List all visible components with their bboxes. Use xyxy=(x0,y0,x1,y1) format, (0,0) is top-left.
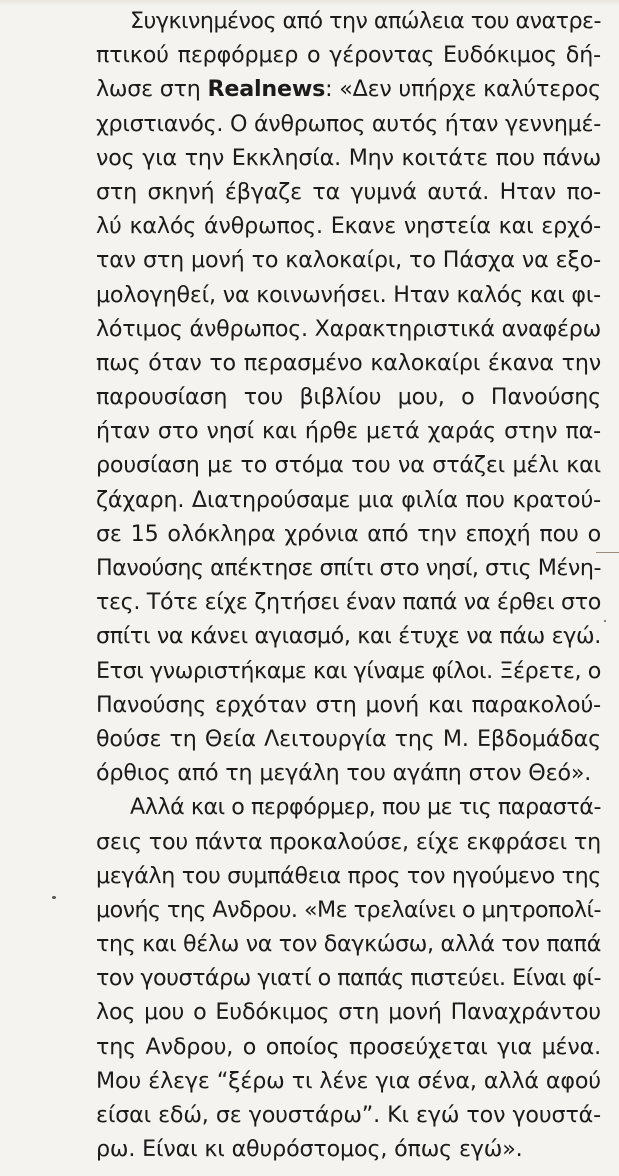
text-line: ρουσίαση με το στόμα του να στάζει μέλι και xyxy=(96,452,601,479)
text-line: στη σκηνή έβγαζε τα γυμνά αυτά. Ηταν πο- xyxy=(96,178,601,205)
text-line: είσαι εδώ, σε γουστάρω”. Κι εγώ τον γουστά- xyxy=(96,1102,601,1128)
text-line: της και θέλω να τον δαγκώσω, αλλά τον παπά xyxy=(96,931,601,958)
text-line: τον γουστάρω γιατί ο παπάς πιστεύει. Είναι φί- xyxy=(96,965,601,992)
text-line: νος για την Εκκλησία. Μην κοιτάτε που πάνω xyxy=(96,144,601,171)
scan-speck xyxy=(52,896,56,899)
text-line: σπίτι να κάνει αγιασμό, και έτυχε να πάω εγώ. xyxy=(96,623,601,650)
text-line: μεγάλη του συμπάθεια προς τον ηγούμενο της xyxy=(96,862,601,889)
paragraph-2 xyxy=(96,790,601,1166)
text-line: σε 15 ολόκληρα χρόνια από την εποχή που ο xyxy=(96,520,601,547)
text-line: Πανούσης απέκτησε σπίτι στο νησί, στις Μένη- xyxy=(96,555,601,581)
text-line: Πανούσης ερχόταν στη μονή και παρακολού- xyxy=(96,691,601,718)
text-line: Συγκινημένος από την απώλεια του ανατρε- xyxy=(130,8,601,34)
text-fragment: λωσε στη xyxy=(96,76,208,103)
text-line: Μου έλεγε “ξέρω τι λένε για σένα, αλλά αφού xyxy=(96,1067,601,1094)
text-line: ζάχαρη. Διατηρούσαμε μια φιλία που κρατού- xyxy=(96,486,601,513)
text-line: ρω. Είναι κι αθυρόστομος, όπως εγώ». xyxy=(96,1136,523,1163)
text-line: πως όταν το περασμένο καλοκαίρι έκανα την xyxy=(96,349,601,376)
text-line: Αλλά και ο περφόρμερ, που με τις παραστά- xyxy=(130,794,601,821)
scan-speck xyxy=(604,620,606,622)
article-column xyxy=(96,4,601,1166)
text-line-with-brand xyxy=(96,72,601,106)
text-line: Ετσι γνωριστήκαμε και γίναμε φίλοι. Ξέρετε, ο xyxy=(96,657,601,684)
text-line: λότιμος άνθρωπος. Χαρακτηριστικά αναφέρω xyxy=(96,315,601,342)
paper-crease xyxy=(596,552,619,553)
text-line: της Ανδρου, ο οποίος προσεύχεται για μένα. xyxy=(96,1033,601,1060)
text-line: ήταν στο νησί και ήρθε μετά χαράς στην πα- xyxy=(96,418,601,445)
text-line: τες. Τότε είχε ζητήσει έναν παπά να έρθει στο xyxy=(96,589,601,616)
text-line: ταν στη μονή το καλοκαίρι, το Πάσχα να εξο- xyxy=(96,247,601,274)
text-line: πτικού περφόρμερ ο γέροντας Ευδόκιμος δή- xyxy=(96,42,601,69)
paragraph-1 xyxy=(96,4,601,790)
text-line: μονής της Ανδρου. «Με τρελαίνει ο μητροπολί- xyxy=(96,896,601,923)
text-line: χριστιανός. Ο άνθρωπος αυτός ήταν γεννημέ- xyxy=(96,110,601,137)
text-line: λύ καλός άνθρωπος. Εκανε νηστεία και ερχό- xyxy=(96,213,601,240)
text-fragment: : «Δεν υπήρχε καλύτερος xyxy=(325,76,601,103)
newspaper-name: Realnews xyxy=(207,76,326,103)
text-line: θούσε τη Θεία Λειτουργία της Μ. Εβδομάδας xyxy=(96,725,601,752)
text-line: παρουσίαση του βιβλίου μου, ο Πανούσης xyxy=(96,384,601,411)
text-line: μολογηθεί, να κοινωνήσει. Ηταν καλός και φι- xyxy=(96,281,601,308)
text-line: σεις του πάντα προκαλούσε, είχε εκφράσει τη xyxy=(96,828,601,855)
text-line: όρθιος από τη μεγάλη του αγάπη στον Θεό». xyxy=(96,760,592,787)
text-line: λος μου ο Ευδόκιμος στη μονή Παναχράντου xyxy=(96,999,601,1026)
